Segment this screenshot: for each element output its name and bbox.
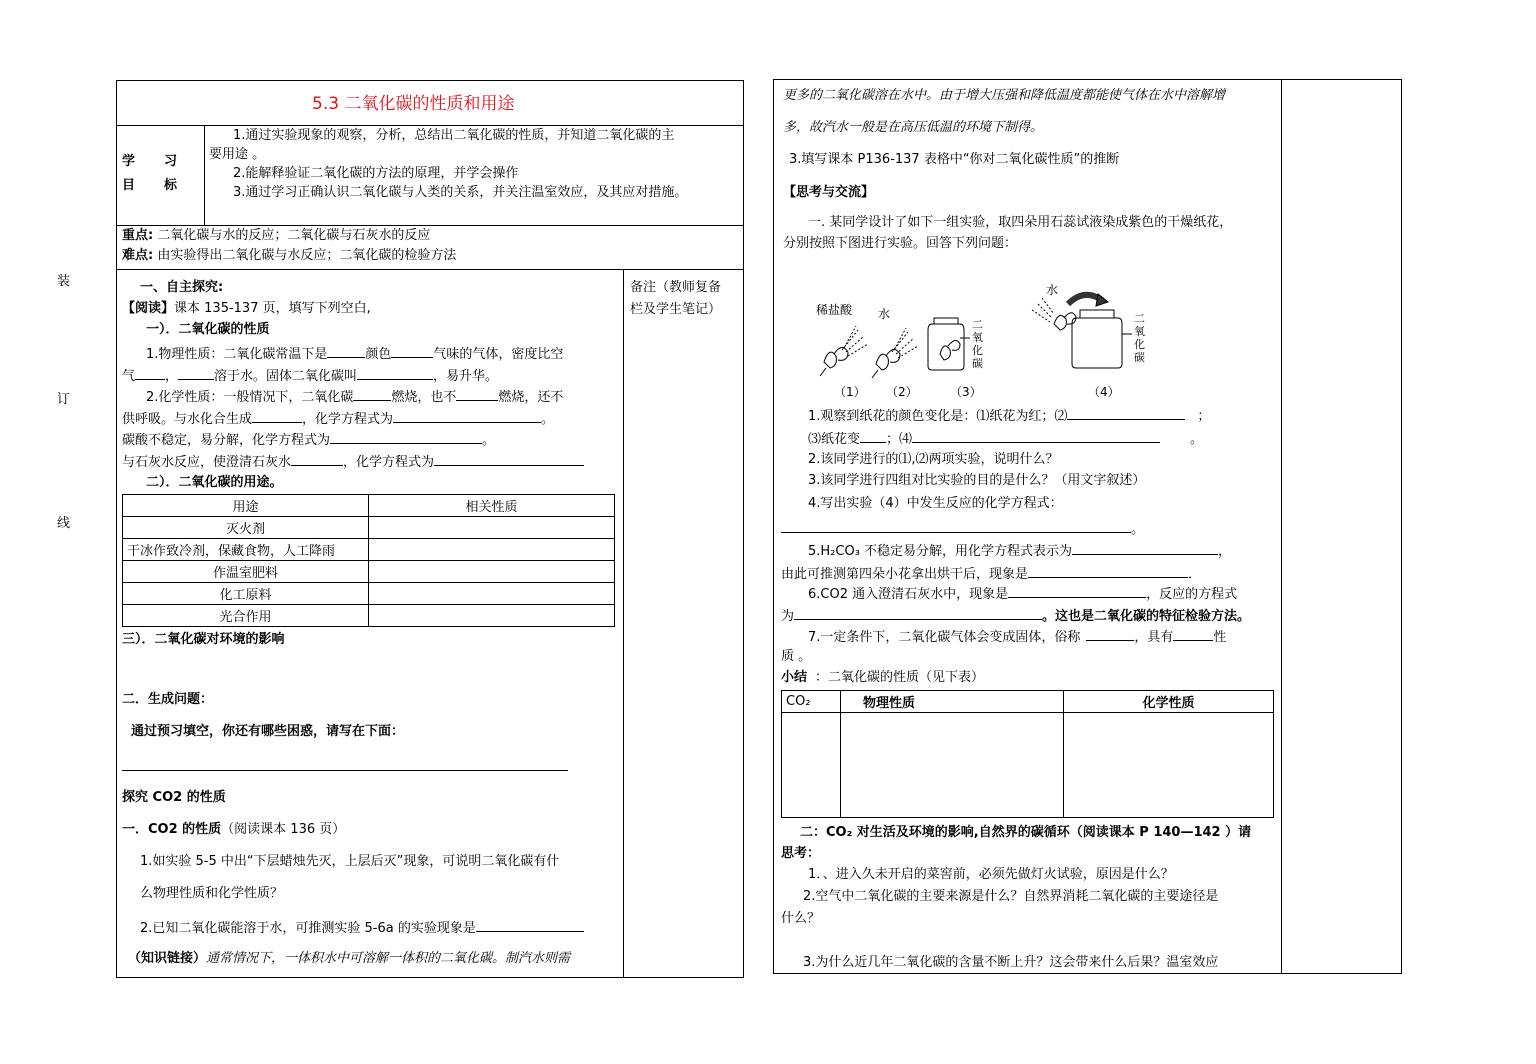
experiment-diagram [806,280,1166,404]
label-water: 水 [878,307,891,321]
sub-heading-environment: 三）．二氧化碳对环境的影响 [122,632,285,647]
properties-table [781,690,1274,818]
notes-column-title: 备注（教师复备 [630,280,722,295]
page-title: 5.3 二氧化碳的性质和用途 [312,94,515,114]
table-header: 物理性质 [841,691,1064,713]
table-row [123,517,615,539]
spray-4 [1032,298,1054,322]
question-1-cont: 么物理性质和化学性质？ [140,886,284,901]
gas-jar-4 [1072,310,1122,368]
table-cell: 作温室肥料 [123,561,369,583]
link-continued-2: 多，故汽水一般是在高压低温的环境下制得。 [783,120,1044,135]
question-purpose: 3.该同学进行四组对比实验的目的是什么？（用文字叙述） [808,473,1146,488]
observation-1: 1.观察到纸花的颜色变化是：⑴纸花为红；⑵ ； [808,405,1210,427]
figure-label-3: （3） [950,385,982,399]
env-question-3: 3.为什么近几年二氧化碳的含量不断上升？这会带来什么后果？温室效应 [803,955,1219,970]
notes-column-title-2: 栏及学生笔记） [630,302,722,317]
figure-label-2: （2） [886,385,918,399]
question-flower-4: 由此可推测第四朵小花拿出烘干后，现象是 ． [781,563,1201,585]
table-cell [369,517,615,539]
question-limewater: 6.CO2 通入澄清石灰水中，现象是 ，反应的方程式 [808,583,1237,605]
environment-heading-2: 思考： [781,846,821,861]
label-dilute-acid: 稀盐酸 [816,303,853,317]
question-dry-ice: 7.一定条件下，二氧化碳气体会变成固体，俗称 ，具有 性 [808,626,1226,648]
objective-1-cont: 要用途 。 [209,147,266,162]
objectives-label: 学 习 [122,154,179,169]
question-experiments-1-2: 2.该同学进行的⑴,⑵两项实验，说明什么？ [808,452,1059,467]
answer-line [122,770,568,771]
environment-heading: 二：CO₂ 对生活及环境的影响,自然界的碳循环（阅读课本 P 140—142 ）请 [800,825,1252,840]
table-cell: 光合作用 [123,605,369,627]
question-h2co3: 5.H₂CO₃ 不稳定易分解，用化学方程式表示为 ， [808,540,1231,562]
paper-flower-2 [876,354,888,370]
question-3: 3.填写课本 P136-137 表格中“你对二氧化碳性质”的推断 [789,152,1120,167]
difficult-points: 难点: 由实验得出二氧化碳与水反应；二氧化碳的检验方法 [122,248,457,263]
section-self-study: 一、自主探究: [140,280,224,295]
physical-property-line: 1.物理性质：二氧化碳常温下是 颜色 气味的气体，密度比空 [146,343,563,365]
table-cell [369,539,615,561]
binding-char-zhuang: 装 [57,274,71,289]
table-cell [369,583,615,605]
experiment-intro-2: 分别按照下图进行实验。回答下列问题： [783,236,1018,251]
label-co2-char-2: 氧 [1134,325,1145,338]
limewater-line: 与石灰水反应，使澄清石灰水 ，化学方程式为 [122,451,584,473]
key-points: 重点: 二氧化碳与水的反应；二氧化碳与石灰水的反应 [122,228,431,243]
knowledge-link: （知识链接）通常情况下，一体积水中可溶解一体积的二氧化碳。制汽水则需 [128,951,571,966]
objectives-label-2: 目 标 [122,178,179,193]
figure-label-4: （4） [1088,385,1120,399]
questions-instruction: 通过预习填空，你还有哪些困惑，请写在下面： [131,724,405,739]
sub-heading-uses: 二）．二氧化碳的用途。 [146,475,283,490]
carbonic-acid-line: 碳酸不稳定，易分解，化学方程式为 。 [122,429,495,451]
env-question-2-cont: 什么？ [781,911,821,926]
question-dry-ice-2: 质 。 [781,649,812,664]
paper-flower-1 [824,352,836,368]
table-row [123,561,615,583]
env-question-2: 2.空气中二氧化碳的主要来源是什么？自然界消耗二氧化碳的主要途径是 [803,889,1219,904]
table-row [782,713,1274,818]
question-2: 2.已知二氧化碳能溶于水，可推测实验 5-6a 的实验现象是 [140,917,584,939]
table-row [123,605,615,627]
chemical-property-line: 2.化学性质：一般情况下，二氧化碳 燃烧，也不 燃烧，还不 [146,386,563,408]
chemical-property-line-2: 供呼吸。与水化合生成 ，化学方程式为 。 [122,408,554,430]
table-header: 用途 [123,495,369,517]
equation-answer-line: 。 [781,518,1144,540]
table-cell [782,713,841,818]
experiment-figure [806,280,1166,404]
uses-table [122,494,615,627]
table-cell [841,713,1064,818]
table-cell [369,561,615,583]
co2-properties-heading: 一．CO2 的性质（阅读课本 136 页） [122,822,346,837]
link-continued: 更多的二氧化碳溶在水中。由于增大压强和降低温度都能使气体在水中溶解增 [783,88,1226,103]
label-co2-char-4: 碳 [1134,351,1145,364]
binding-char-ding: 订 [57,392,71,407]
label-co2-char-3: 化 [1134,338,1145,351]
experiment-intro: 一. 某同学设计了如下一组实验，取四朵用石蕊试液染成紫色的干燥纸花， [808,215,1233,230]
table-cell: 灭火剂 [123,517,369,539]
question-limewater-2: 为 。这也是二氧化碳的特征检验方法。 [781,605,1250,627]
label-water-2: 水 [1046,283,1059,297]
spray-2 [892,328,918,358]
env-question-1: 1．、进入久未开启的菜窖前，必须先做灯火试验，原因是什么？ [808,867,1174,882]
sub-heading-properties: 一）．二氧化碳的性质 [146,322,270,337]
think-heading: 【思考与交流】 [783,185,875,200]
table-header: 化学性质 [1064,691,1274,713]
table-row [123,539,615,561]
objective-2: 2.能解释验证二氧化碳的方法的原理，并学会操作 [233,166,519,181]
summary: 小结 ：二氧化碳的性质（见下表） [781,670,985,685]
observation-2: ⑶纸花变 ；⑷ 。 [808,428,1203,450]
label-co2-char-4: 碳 [972,357,983,370]
label-co2-char-1: 二 [972,318,983,331]
explore-heading: 探究 CO2 的性质 [122,790,226,805]
table-cell: 干冰作致冷剂，保藏食物，人工降雨 [123,539,369,561]
table-header: CO₂ [782,691,841,713]
table-cell [369,605,615,627]
objective-1: 1.通过实验现象的观察，分析，总结出二氧化碳的性质，并知道二氧化碳的主 [233,128,675,143]
objective-3: 3.通过学习正确认识二氧化碳与人类的关系，并关注温室效应，及其应对措施。 [233,185,688,200]
label-co2-char-1: 二 [1134,312,1145,325]
binding-char-xian: 线 [57,516,71,531]
spray-1 [842,326,868,356]
table-header: 相关性质 [369,495,615,517]
table-cell [1064,713,1274,818]
table-row [123,495,615,517]
question-equation-4: 4.写出实验（4）中发生反应的化学方程式： [808,496,1063,511]
gas-jar-3 [928,318,964,370]
table-row [123,583,615,605]
section-questions: 二．生成问题： [122,692,214,707]
table-cell: 化工原料 [123,583,369,605]
read-instruction: 【阅读】课本 135-137 页，填写下列空白, [122,301,371,316]
table-row [782,691,1274,713]
question-1: 1.如实验 5-5 中出“下层蜡烛先灭，上层后灭”现象，可说明二氧化碳有什 [140,854,560,869]
label-co2-char-3: 化 [972,344,983,357]
label-co2-char-2: 氧 [972,331,983,344]
figure-label-1: （1） [834,385,866,399]
physical-property-line-2: 气 ， 溶于水。固体二氧化碳叫 ，易升华。 [122,365,498,387]
